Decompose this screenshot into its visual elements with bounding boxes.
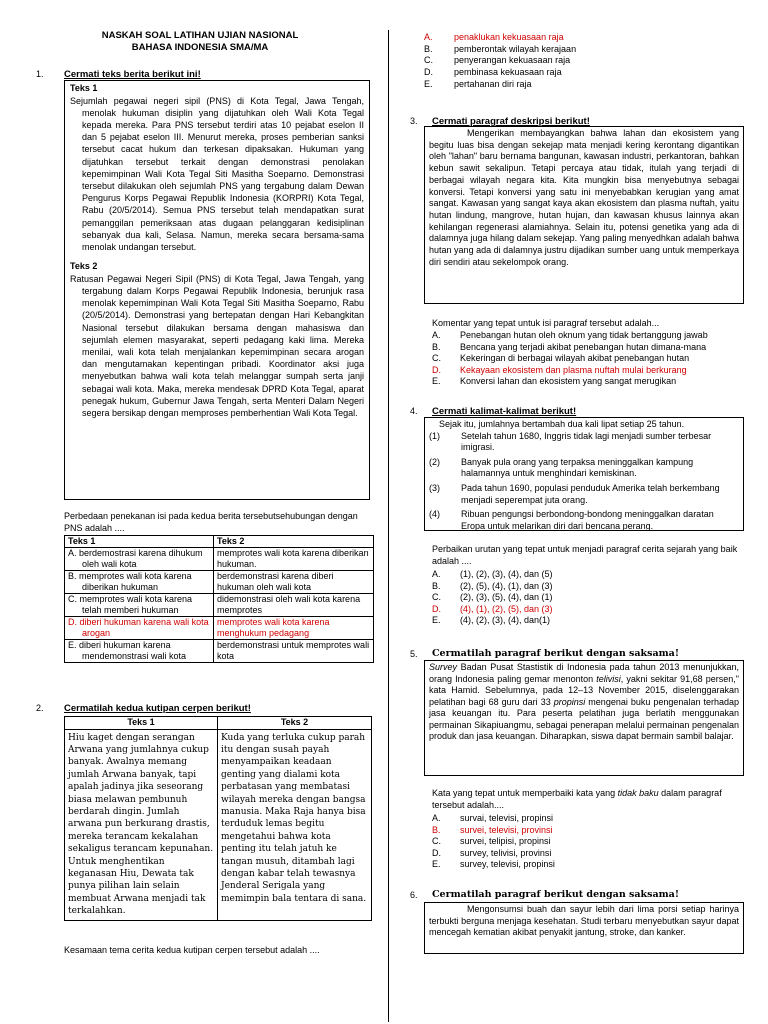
option-text: survey, televisi, propinsi [460,859,555,870]
q5-instruction: Cermatilah paragraf berikut dengan saksama! [432,648,680,659]
q5-option-d[interactable] [432,848,752,860]
q2-option-b[interactable] [424,44,754,56]
option-letter: E. [68,640,77,650]
q2-option-c[interactable] [424,55,754,67]
question-number-3: 3. [410,116,418,126]
q5-paragraph [424,660,744,776]
q3-options [432,330,752,388]
q4-options [432,569,752,627]
option-teks2: berdemonstrasi karena diberi hukuman oleh wali kota [214,571,374,594]
column-divider [388,30,389,1022]
option-text: (1), (2), (3), (4), dan (5) [460,569,553,579]
question-number-5: 5. [410,649,418,659]
option-text: (4), (1), (2), (5), dan (3) [460,603,553,614]
sentence-text: Pada tahun 1690, populasi penduduk Amerika telah berkembang menjadi seperempat juta orang. [461,482,720,505]
q2-option-a[interactable] [424,32,754,44]
option-text: Kekayaan ekosistem dan plasma nuftah mulai berkurang [460,364,687,375]
q5-text-b: , yakni sekitar 91,68 persen," kata Hamid. Sebelumnya, pada 12–13 November 2015, diselenggarakan pelatihan bagi 68 guru dari 33 [429,673,739,707]
q2-teks1-body: Hiu kaget dengan serangan Arwana yang jumlahnya cukup banyak. Awalnya memang jumlah Arwana banyak, tapi apalah jadinya jika seseorang biasa melawan pembunuh berdarah dingin. Jumlah arwana pun berkurang drastis, mereka terancam kekalahan sekaligus terancam kepunahan. Untuk menghentikan keganasan Hiu, Dewata tak punya pilihan lain selain membuat Arwana menjadi tak terkalahkan. [65,729,218,920]
q4-option-a[interactable] [432,569,752,581]
option-letter: B. [68,571,77,581]
sentence-text: Ribuan pengungsi berbondong-bondong meninggalkan daratan Eropa untuk melarikan diri dari bencana perang. [461,509,714,531]
option-teks2: berdemonstrasi untuk memprotes wali kota [214,640,374,663]
option-text: Kekeringan di berbagai wilayah akibat penebangan hutan [460,353,690,364]
q3-question: Komentar yang tepat untuk isi paragraf tersebut adalah... [432,318,660,328]
option-letter: B. [424,43,433,54]
option-text: pertahanan diri raja [454,78,532,89]
option-letter: E. [432,376,441,387]
q1-question: Perbedaan penekanan isi pada kedua berita tersebutsehubungan dengan PNS adalah .... [64,511,358,533]
option-text: Penebangan hutan oleh oknum yang tidak bertanggung jawab [460,330,708,340]
q2-option-d[interactable] [424,67,754,79]
q4-sentence-1 [429,431,739,454]
question-number-2: 2. [36,703,44,713]
q1-options-table [64,535,374,663]
q5-option-e[interactable] [432,859,752,871]
option-teks1: memprotes wali kota karena telah memberi hukuman [79,594,193,615]
option-text: penyerangan kekuasaan raja [454,55,571,66]
option-letter: A. [432,813,441,823]
q3-instruction: Cermati paragraf deskripsi berikut! [432,116,590,127]
option-letter: C. [424,55,433,66]
option-teks1: diberi hukuman karena mendemonstrasi wali kota [79,640,187,661]
option-text: survai, televisi, propinsi [460,813,554,823]
q3-option-d[interactable] [432,365,752,377]
option-text: survei, telipisi, propinsi [460,836,551,847]
q1-option-e[interactable] [65,640,374,663]
option-letter: E. [424,78,433,89]
option-letter: A. [432,330,441,340]
q2-teks2-body: Kuda yang terluka cukup parah itu dengan susah payah menyampaikan keadaan genting yang dialami kota perbatasan yang membatasi wilayah mereka dengan bangsa manusia. Maka Raja hanya bisa terduduk lemas begitu mengetahui bahwa kota penting itu telah jatuh ke tangan musuh, ditambah lagi dengan kabar telah tewasnya Jenderal Serigala yang memimpin bala tentara di sana. [218,729,372,920]
option-teks1: memprotes wali kota karena diberikan hukuman [79,571,192,592]
q1-news-box [64,80,370,500]
q2-option-e[interactable] [424,79,754,91]
option-letter: D. [432,603,441,614]
q4-option-d[interactable] [432,604,752,616]
q5-option-a[interactable] [432,813,752,825]
q1-instruction: Cermati teks berita berikut ini! [64,69,201,80]
sentence-number: (3) [429,482,440,493]
option-text: (2), (3), (5), (4), dan (1) [460,592,553,603]
q2-instruction: Cermatilah kedua kutipan cerpen berikut! [64,703,251,714]
sentence-number: (2) [429,456,440,467]
q4-instruction: Cermati kalimat-kalimat berikut! [432,406,577,417]
q4-sentences-box [424,417,744,531]
q1-table-header-teks1: Teks 1 [65,536,214,548]
option-text: survey, telivisi, provinsi [460,847,552,858]
q4-sentence-list [429,431,739,533]
q3-option-e[interactable] [432,376,752,388]
q4-sentence-2 [429,454,739,480]
q2-options [424,32,754,91]
q4-option-b[interactable] [432,581,752,593]
option-teks2: didemonstrasi oleh wali kota karena memprotes [214,594,374,617]
header-line-2: BAHASA INDONESIA SMA/MA [131,42,269,53]
q4-option-e[interactable] [432,615,752,627]
option-text: Bencana yang terjadi akibat penebangan hutan dimana-mana [460,341,707,352]
option-letter: B. [432,824,441,835]
option-letter: A. [424,32,433,42]
q1-option-d[interactable] [65,617,374,640]
q5-question-part: Kata yang tepat untuk memperbaiki kata yang [432,788,618,798]
option-letter: C. [432,836,441,847]
right-column [390,0,768,1024]
q5-text-c: mengenai buku pengenalan terhadap jasa keuangan itu. Para peserta pelatihan juga berlatih menggunakan permainan Sikapiuangmu, sebagai penerapan melalui permainan pengenalan produk dan jasa keuangan. Diharapkan, siswa dapat bermain sambil balajar. [429,696,740,741]
q2-question: Kesamaan tema cerita kedua kutipan cerpen tersebut adalah .... [64,945,320,955]
option-teks2: memprotes wali kota karena menghukum pedagang [214,617,374,640]
q5-text-a: Badan Pusat Stastistik di Indonesia pada tahun 2013 menunjukkan, orang Indonesia paling gemar menonton [429,662,739,684]
q1-option-a[interactable] [65,548,374,571]
option-teks1: diberi hukuman karena wali kota arogan [79,617,209,638]
q4-intro: Sejak itu, jumlahnya bertambah dua kali lipat setiap 25 tahun. [439,419,685,429]
option-letter: D. [432,364,441,375]
q5-question [432,788,750,811]
option-letter: D. [68,617,77,627]
q2-header-teks2: Teks 2 [218,717,372,730]
q5-options [432,813,752,871]
option-letter: A. [432,569,441,579]
q3-option-a[interactable] [432,330,752,342]
q5-word-propinsi: propinsi [553,696,586,707]
option-text: penaklukan kekuasaan raja [454,32,564,42]
header-line-1: NASKAH SOAL LATIHAN UJIAN NASIONAL [101,30,299,41]
question-number-4: 4. [410,406,418,416]
option-letter: C. [432,592,441,603]
option-letter: C. [68,594,77,604]
q1-table-header-teks2: Teks 2 [214,536,374,548]
option-letter: B. [432,580,441,591]
sentence-text: Setelah tahun 1680, Inggris tidak lagi menjadi sumber terbesar imigrasi. [461,430,712,453]
q5-option-c[interactable] [432,836,752,848]
q2-header-teks1: Teks 1 [65,717,218,730]
q1-teks2-body: Ratusan Pegawai Negeri Sipil (PNS) di Kota Tegal, Jawa Tengah, yang tergabung dalam Korps Pegawai Republik Indonesia, berunjuk rasa menolak kepemimpinan Wali Kota Tegal Siti Masitha Soeparno, Rabu (20/5/2014). Demonstrasi yang bertepatan dengan Hari Kebangkitan Nasional tersebut dilakukan bersama dengan mahasiswa dan sejumlah elemen masyarakat, seperti pedagang kaki lima. Mereka menilai, wali kota telah menjalankan kepemimpinan secara arogan dan mengutamakan kepentingan pribadi. Koordinator aksi juga menyebutkan bahwa wali kota telah melanggar sumpah serta janji sebagai wali kota. Maka, mereka mendesak DPRD Kota Tegal, aparat penegak hukum, Gubernur Jawa Tengah, serta Menteri Dalam Negeri segera bersikap dengan memproses pemberhentian Wali Kota Tegal. [70,273,364,419]
q4-option-c[interactable] [432,592,752,604]
q5-question-part: dalam paragraf tersebut adalah.... [432,788,722,810]
q1-teks1-label: Teks 1 [70,83,98,93]
sentence-number: (4) [429,509,440,520]
option-letter: D. [424,67,433,78]
q4-sentence-4 [429,506,739,532]
q3-option-c[interactable] [432,353,752,365]
option-letter: E. [432,615,441,626]
option-text: (4), (2), (3), (4), dan(1) [460,615,551,626]
q6-paragraph: Mengonsumsi buah dan sayur lebih dari lima porsi setiap harinya terbukti berguna menjaga kesehatan. Studi terbaru menyebutkan sayur dapat mencegah kematian akibat penyakit jantung, stroke, dan kanker. [424,902,744,954]
option-text: pembinasa kekuasaan raja [454,67,562,78]
question-number-1: 1. [36,69,44,79]
option-text: survei, televisi, provinsi [460,824,553,835]
q5-word-survey: Survey [429,662,458,672]
q4-question: Perbaikan urutan yang tepat untuk menjadi paragraf cerita sejarah yang baik adalah .... [432,544,738,566]
q6-instruction: Cermatilah paragraf berikut dengan saksama! [432,889,680,900]
option-letter: C. [432,353,441,364]
option-text: Konversi lahan dan ekosistem yang sangat merugikan [460,376,677,387]
q1-option-c[interactable] [65,594,374,617]
sentence-text: Banyak pula orang yang terpaksa meninggalkan kampung halamannya untuk menghindari kemiskinan. [461,456,694,479]
option-teks2: memprotes wali kota karena diberikan hukuman. [214,548,374,571]
q5-word-televisi: telivisi [596,673,621,684]
sentence-number: (1) [429,430,440,441]
q3-option-b[interactable] [432,342,752,354]
q3-paragraph: Mengerikan membayangkan bahwa lahan dan ekosistem yang begitu luas bisa dengan sekejap mata menjadi kering kerontang digantikan oleh "lahan" baru bernama bangunan, kawasan industri, perkantoran, bahkan kebun sawit sekalipun. Tetapi percaya atau tidak, itulah yang terjadi di berbagai wilayah negara kita. Kita mungkin bisa menyebutnya sebagai konversi. Tetapi konversi yang satu ini menyebabkan kerugian yang amat sangat. Kawasan yang sangat kaya akan ekosistem dan plasma nuftah, yaitu hutan lindung, mangrove, hutan hujan, dan kawasan khusus lainnya akan kehilangan regenerasi alamiahnya. Selain itu, potensi genetika yang ada di dalamnya juga hilang dalam sekejap. Yang paling menyedhkan adalah bahwa hutan yang ada di dalamnya justru dijadikan sumber uang untuk memperkaya diri sendiri atau sekelompok orang. [424,126,744,304]
q1-option-b[interactable] [65,571,374,594]
q5-question-italic: tidak baku [617,788,659,798]
option-teks1: berdemostrasi karena dihukum oleh wali kota [79,548,203,569]
q2-story-table [64,716,372,921]
q5-option-b[interactable] [432,825,752,837]
option-letter: E. [432,859,441,870]
q1-teks1-body: Sejumlah pegawai negeri sipil (PNS) di Kota Tegal, Jawa Tengah, menolak hukuman disiplin yang dijatuhkan oleh Wali Kota Tegal kepada mereka. Para PNS tersebut terdiri atas 10 pejabat eselon II dan 5 pejabat eselon III. Menurut mereka, proses pemberian sanksi tersebut cacat hukum dan terkesan dipaksakan. Hukuman yang dijatuhkan tersebut terkait dengan demonstrasi penolakan kepemimpinan Wali Kota Tegal Siti Masitha Soeparno. Demonstrasi tersebut dilakukan oleh sejumlah PNS yang tergabung dalam Dewan Pengurus Korps Pegawai Republik Indonesia (KORPRI) Kota Tegal, Rabu (20/5/2014). Semua PNS tersebut telah mendapatkan surat pemanggilan pemeriksaan atas dugaan pelanggaran kedisiplinan sebanyak dua kali, Selasa. Namun, mereka secara bersama-sama menolak undangan tersebut. [70,95,364,253]
document-header [50,30,350,54]
question-number-6: 6. [410,890,418,900]
q4-sentence-3 [429,480,739,506]
option-letter: B. [432,341,441,352]
option-text: (2), (5), (4), (1), dan (3) [460,580,553,591]
q1-teks2-label: Teks 2 [70,261,98,272]
option-letter: D. [432,847,441,858]
option-letter: A. [68,548,77,558]
option-text: pemberontak wilayah kerajaan [454,43,577,54]
